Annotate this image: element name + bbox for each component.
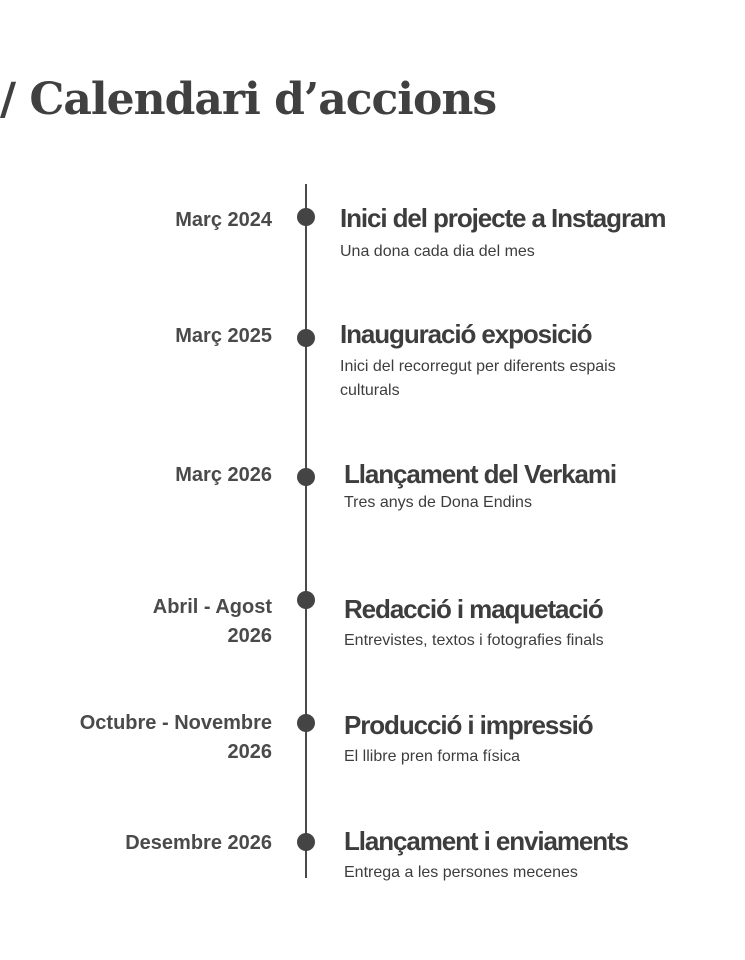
event-title: Llançament i enviaments [344, 826, 628, 856]
event-date: Desembre 2026 [125, 832, 272, 854]
event-title: Redacció i maquetació [344, 594, 603, 624]
event-title: Inici del projecte a Instagram [340, 203, 666, 233]
event-description: Entrevistes, textos i fotografies finals [344, 632, 604, 649]
event-date: Març 2025 [175, 325, 272, 347]
event-title: Llançament del Verkami [344, 459, 617, 489]
event-description: Tres anys de Dona Endins [344, 494, 532, 511]
event-description: El llibre pren forma física [344, 748, 521, 765]
timeline-line [305, 184, 307, 878]
event-date: Març 2026 [175, 464, 272, 486]
event-description: Entrega a les persones mecenes [344, 864, 578, 881]
event-description: Inici del recorregut per diferents espais culturals [340, 358, 616, 399]
timeline-dot [297, 591, 315, 609]
timeline-dot [297, 714, 315, 732]
event-title: Producció i impressió [344, 710, 593, 740]
event-date: Octubre - Novembre 2026 [79, 712, 272, 763]
event-date: Març 2024 [175, 209, 272, 231]
page-title: / Calendari d’accions [0, 74, 497, 125]
timeline-dot [297, 833, 315, 851]
event-title: Inauguració exposició [340, 319, 592, 349]
event-date: Abril - Agost 2026 [152, 596, 272, 647]
event-description: Una dona cada dia del mes [340, 243, 535, 260]
timeline-dot [297, 208, 315, 226]
timeline-dot [297, 329, 315, 347]
timeline-dot [297, 468, 315, 486]
